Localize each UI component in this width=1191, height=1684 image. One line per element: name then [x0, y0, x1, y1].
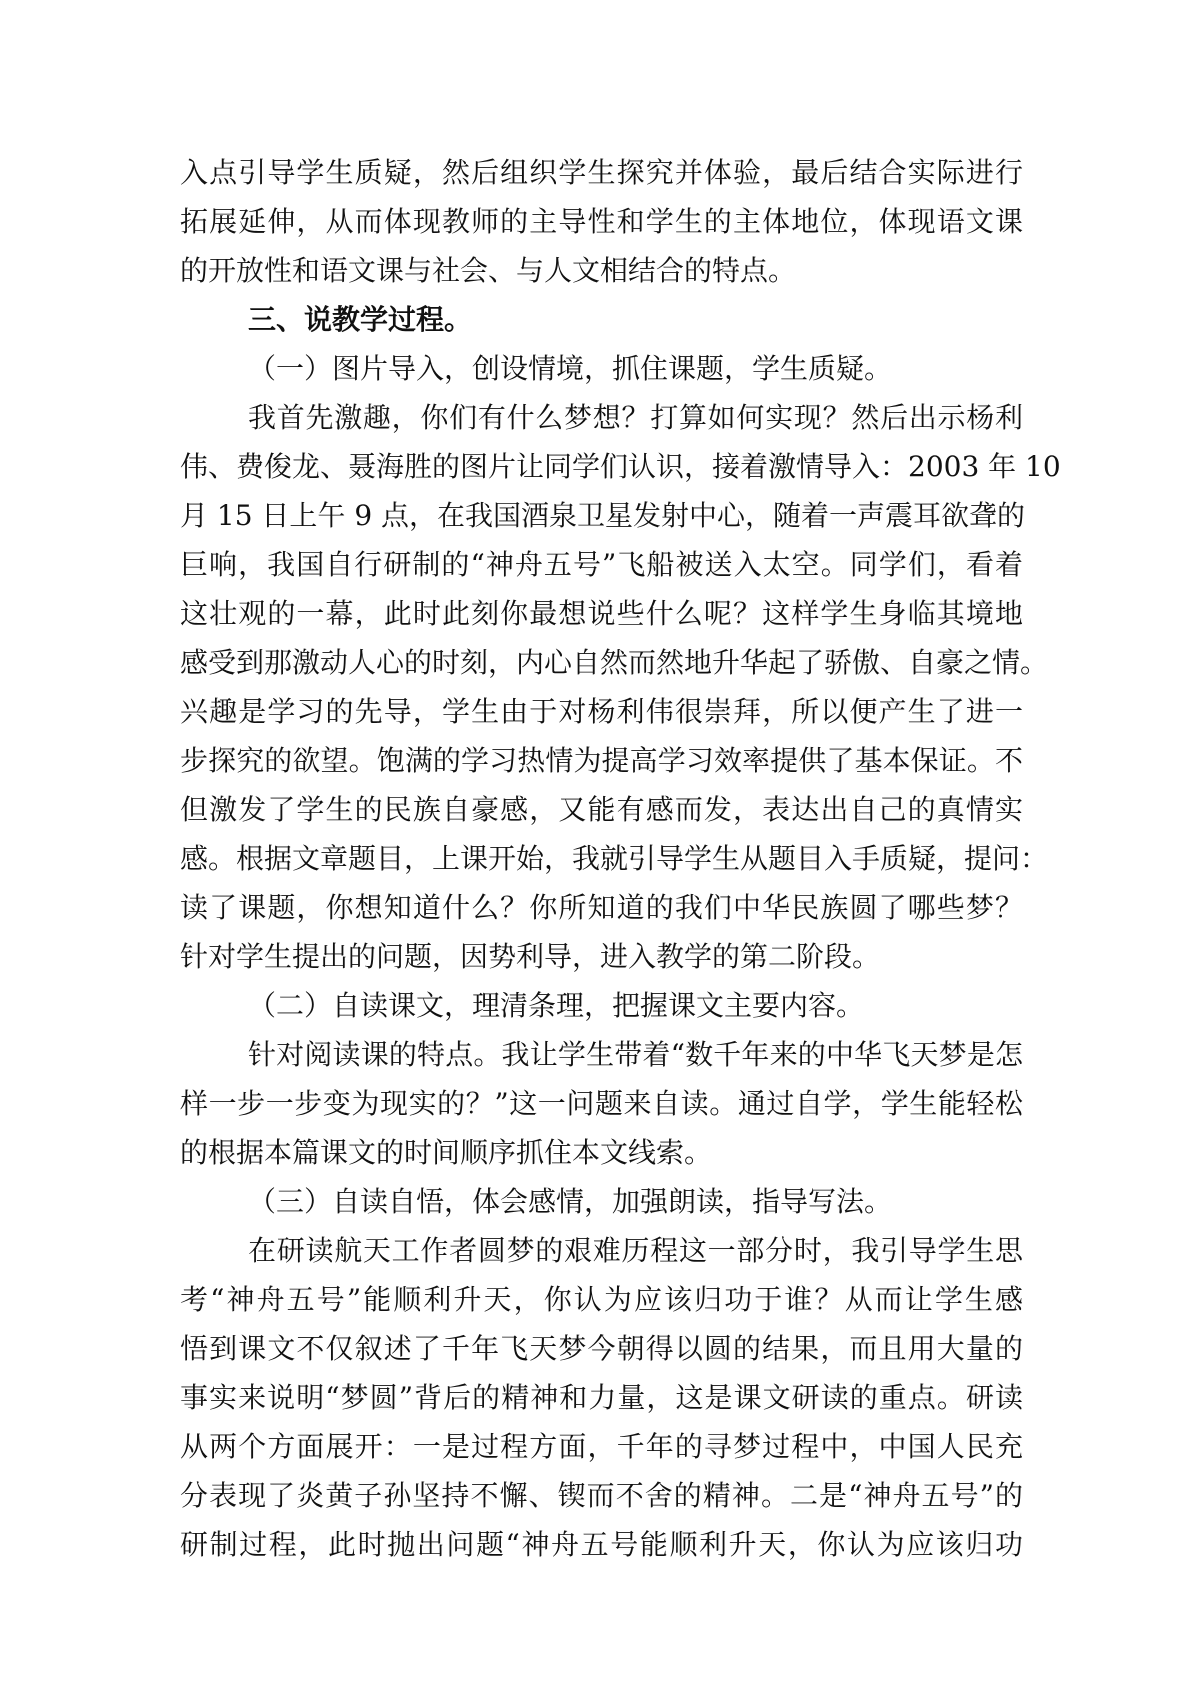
text-line: 研制过程，此时抛出问题“神舟五号能顺利升天，你认为应该归功 — [180, 1528, 1023, 1561]
text-line: 事实来说明“梦圆”背后的精神和力量，这是课文研读的重点。研读 — [180, 1381, 1023, 1414]
text-line: （一）图片导入，创设情境，抓住课题，学生质疑。 — [248, 352, 893, 385]
text-line: （二）自读课文，理清条理，把握课文主要内容。 — [248, 989, 865, 1022]
text-line: 入点引导学生质疑，然后组织学生探究并体验，最后结合实际进行 — [180, 156, 1023, 189]
text-line: 巨响，我国自行研制的“神舟五号”飞船被送入太空。同学们，看着 — [180, 548, 1023, 581]
text-line: 的根据本篇课文的时间顺序抓住本文线索。 — [180, 1136, 713, 1169]
text-line: 的开放性和语文课与社会、与人文相结合的特点。 — [180, 254, 797, 287]
text-line: 步探究的欲望。饱满的学习热情为提高学习效率提供了基本保证。不 — [180, 744, 1023, 777]
text-line: 悟到课文不仅叙述了千年飞天梦今朝得以圆的结果，而且用大量的 — [180, 1332, 1023, 1365]
text-line: 感受到那激动人心的时刻，内心自然而然地升华起了骄傲、自豪之情。 — [180, 646, 1049, 679]
text-line: 在研读航天工作者圆梦的艰难历程这一部分时，我引导学生思 — [248, 1234, 1023, 1267]
text-line: 月 15 日上午 9 点，在我国酒泉卫星发射中心，随着一声震耳欲聋的 — [180, 499, 1026, 532]
text-line: 兴趣是学习的先导，学生由于对杨利伟很崇拜，所以便产生了进一 — [180, 695, 1023, 728]
text-line: 针对学生提出的问题，因势利导，进入教学的第二阶段。 — [180, 940, 881, 973]
text-line: （三）自读自悟，体会感情，加强朗读，指导写法。 — [248, 1185, 893, 1218]
text-line: 考“神舟五号”能顺利升天，你认为应该归功于谁？从而让学生感 — [180, 1283, 1023, 1316]
text-line: 从两个方面展开：一是过程方面，千年的寻梦过程中，中国人民充 — [180, 1430, 1023, 1463]
text-line: 样一步一步变为现实的？”这一问题来自读。通过自学，学生能轻松 — [180, 1087, 1023, 1120]
text-line: 拓展延伸，从而体现教师的主导性和学生的主体地位，体现语文课 — [180, 205, 1023, 238]
text-line: 但激发了学生的民族自豪感，又能有感而发，表达出自己的真情实 — [180, 793, 1023, 826]
text-line: 我首先激趣，你们有什么梦想？打算如何实现？然后出示杨利 — [248, 401, 1023, 434]
body-text — [180, 148, 1061, 1569]
text-line: 分表现了炎黄子孙坚持不懈、锲而不舍的精神。二是“神舟五号”的 — [180, 1479, 1023, 1512]
section-heading: 三、说教学过程。 — [248, 303, 473, 336]
text-line: 伟、费俊龙、聂海胜的图片让同学们认识，接着激情导入：2003 年 10 — [180, 450, 1061, 483]
text-line: 读了课题，你想知道什么？你所知道的我们中华民族圆了哪些梦？ — [180, 891, 1023, 924]
text-line: 感。根据文章题目，上课开始，我就引导学生从题目入手质疑，提问： — [180, 842, 1049, 875]
text-line: 针对阅读课的特点。我让学生带着“数千年来的中华飞天梦是怎 — [248, 1038, 1023, 1071]
text-line: 这壮观的一幕，此时此刻你最想说些什么呢？这样学生身临其境地 — [180, 597, 1023, 630]
